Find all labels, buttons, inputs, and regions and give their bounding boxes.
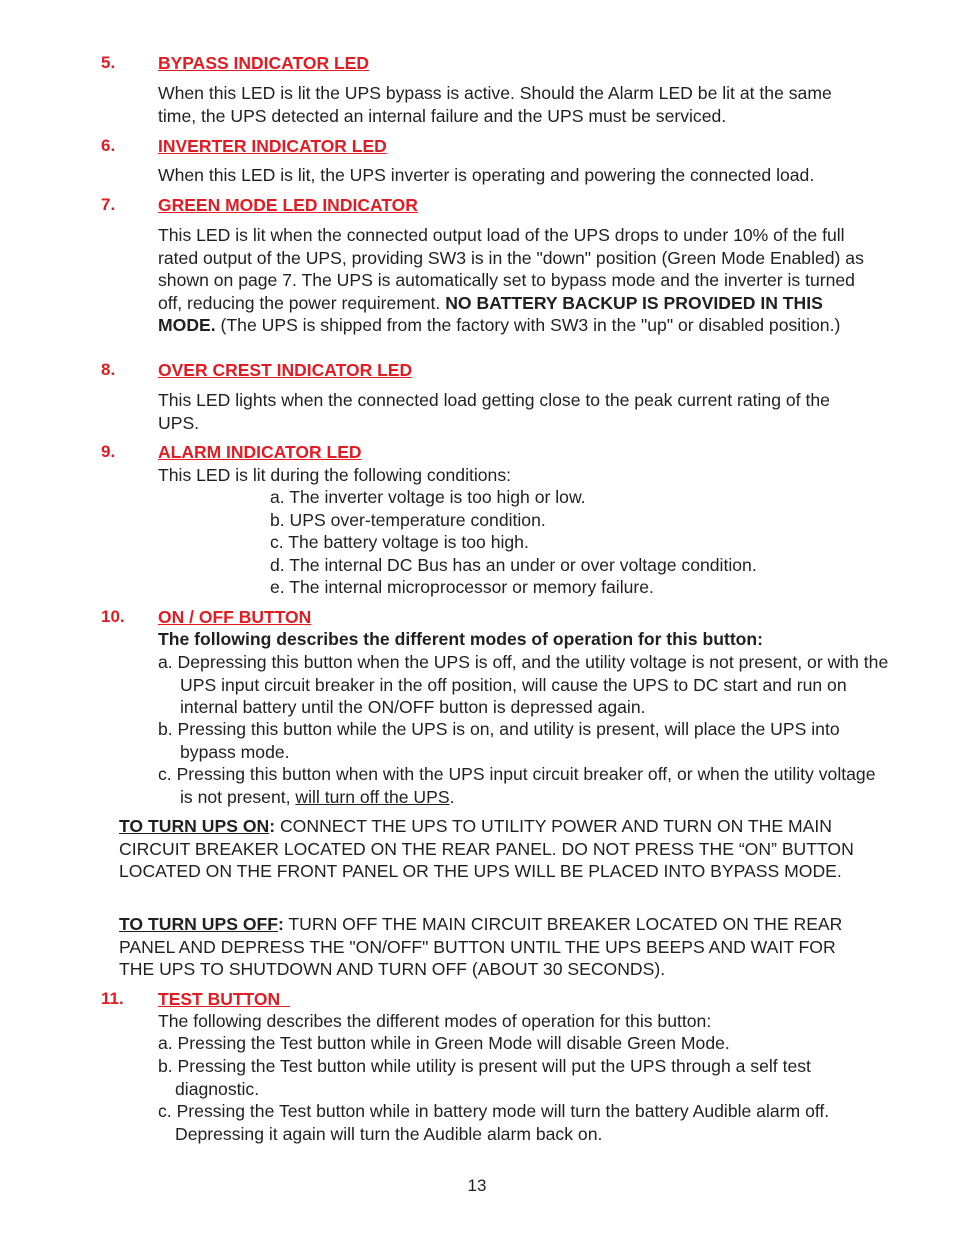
turn-on-instructions	[119, 815, 859, 883]
section-number: 7.	[101, 195, 116, 214]
section-heading-on-off: ON / OFF BUTTON	[158, 607, 312, 627]
section-body-bypass: When this LED is lit the UPS bypass is active. Should the Alarm LED be lit at the same time, the UPS detected an internal failure and the UPS must be serviced.	[158, 83, 832, 126]
turn-off-colon: :	[278, 914, 284, 934]
section-body-inverter: When this LED is lit, the UPS inverter is operating and powering the connected load.	[158, 165, 815, 185]
section-heading-green-mode: GREEN MODE LED INDICATOR	[158, 195, 418, 215]
list-item: d. The internal DC Bus has an under or over voltage condition.	[270, 555, 757, 575]
turn-on-text: CONNECT THE UPS TO UTILITY POWER AND TURN ON THE MAIN CIRCUIT BREAKER LOCATED ON THE REAR PANEL. DO NOT PRESS THE “ON” BUTTON LOCATED ON THE FRONT PANEL OR THE UPS WILL BE PLACED INTO BYPASS MODE.	[119, 816, 854, 881]
section-heading-alarm: ALARM INDICATOR LED	[158, 442, 362, 462]
section-number: 6.	[101, 136, 116, 155]
section-number: 11.	[101, 989, 124, 1008]
turn-off-label: TO TURN UPS OFF	[119, 914, 278, 934]
list-item: c. The battery voltage is too high.	[270, 532, 529, 552]
section-heading-test	[158, 988, 290, 1011]
section-body-green-mode	[158, 224, 870, 337]
section-number: 5.	[101, 53, 116, 72]
section-number: 8.	[101, 360, 116, 379]
test-intro: The following describes the different modes of operation for this button:	[158, 1011, 712, 1031]
green-mode-note: (The UPS is shipped from the factory with SW3 in the "up" or disabled position.)	[215, 315, 841, 335]
list-item: a. Depressing this button when the UPS is off, and the utility voltage is not present, or with the UPS input circuit breaker in the off position, will cause the UPS to DC start and run on internal battery until the ON/OFF button is depressed again.	[158, 652, 889, 717]
section-number: 10.	[101, 607, 125, 626]
green-mode-text: This LED is lit when the connected output load of the UPS drops to under 10% of the full rated output of the UPS, providing SW3 is in the "down" position (Green Mode Enabled) as shown on page 7. The UPS is automatically set to bypass mode and the inverter is turned off, reducing the power requirement.	[158, 225, 864, 313]
list-item: a. Pressing the Test button while in Green Mode will disable Green Mode.	[158, 1033, 730, 1053]
on-off-intro: The following describes the different modes of operation for this button:	[158, 629, 764, 649]
section-heading-over-crest: OVER CREST INDICATOR LED	[158, 360, 413, 380]
list-item: b. Pressing the Test button while utility is present will put the UPS through a self test diagnostic.	[158, 1056, 811, 1099]
list-item: c. Pressing the Test button while in battery mode will turn the battery Audible alarm off. Depressing it again will turn the Audible alarm back on.	[158, 1101, 830, 1144]
section-number: 9.	[101, 442, 116, 461]
list-item-emphasis: will turn off the UPS	[295, 786, 450, 807]
list-item-text: c. Pressing this button when with the UPS input circuit breaker off, or when the utility voltage is not present,	[158, 764, 876, 807]
list-item: a. The inverter voltage is too high or low.	[270, 487, 586, 507]
list-item: b. Pressing this button while the UPS is on, and utility is present, will place the UPS into bypass mode.	[158, 719, 840, 762]
section-heading-bypass: BYPASS INDICATOR LED	[158, 53, 369, 73]
section-body-over-crest: This LED lights when the connected load getting close to the peak current rating of the UPS.	[158, 390, 830, 433]
page-number: 13	[467, 1176, 487, 1195]
test-title: TEST BUTTON	[158, 989, 281, 1009]
list-item-text: .	[449, 786, 455, 807]
turn-off-instructions	[119, 913, 859, 981]
turn-off-text: TURN OFF THE MAIN CIRCUIT BREAKER LOCATED ON THE REAR PANEL AND DEPRESS THE "ON/OFF" BUTTON UNTIL THE UPS BEEPS AND WAIT FOR THE UPS TO SHUTDOWN AND TURN OFF (ABOUT 30 SECONDS).	[119, 914, 843, 979]
alarm-intro: This LED is lit during the following conditions:	[158, 465, 512, 485]
turn-on-colon: :	[269, 816, 276, 836]
green-mode-warning: NO BATTERY BACKUP IS PROVIDED IN THIS MODE.	[158, 292, 823, 335]
section-heading-inverter: INVERTER INDICATOR LED	[158, 136, 387, 156]
list-item: e. The internal microprocessor or memory failure.	[270, 577, 654, 597]
turn-on-label: TO TURN UPS ON	[119, 816, 270, 836]
list-item: b. UPS over-temperature condition.	[270, 510, 546, 530]
list-item	[158, 763, 892, 808]
